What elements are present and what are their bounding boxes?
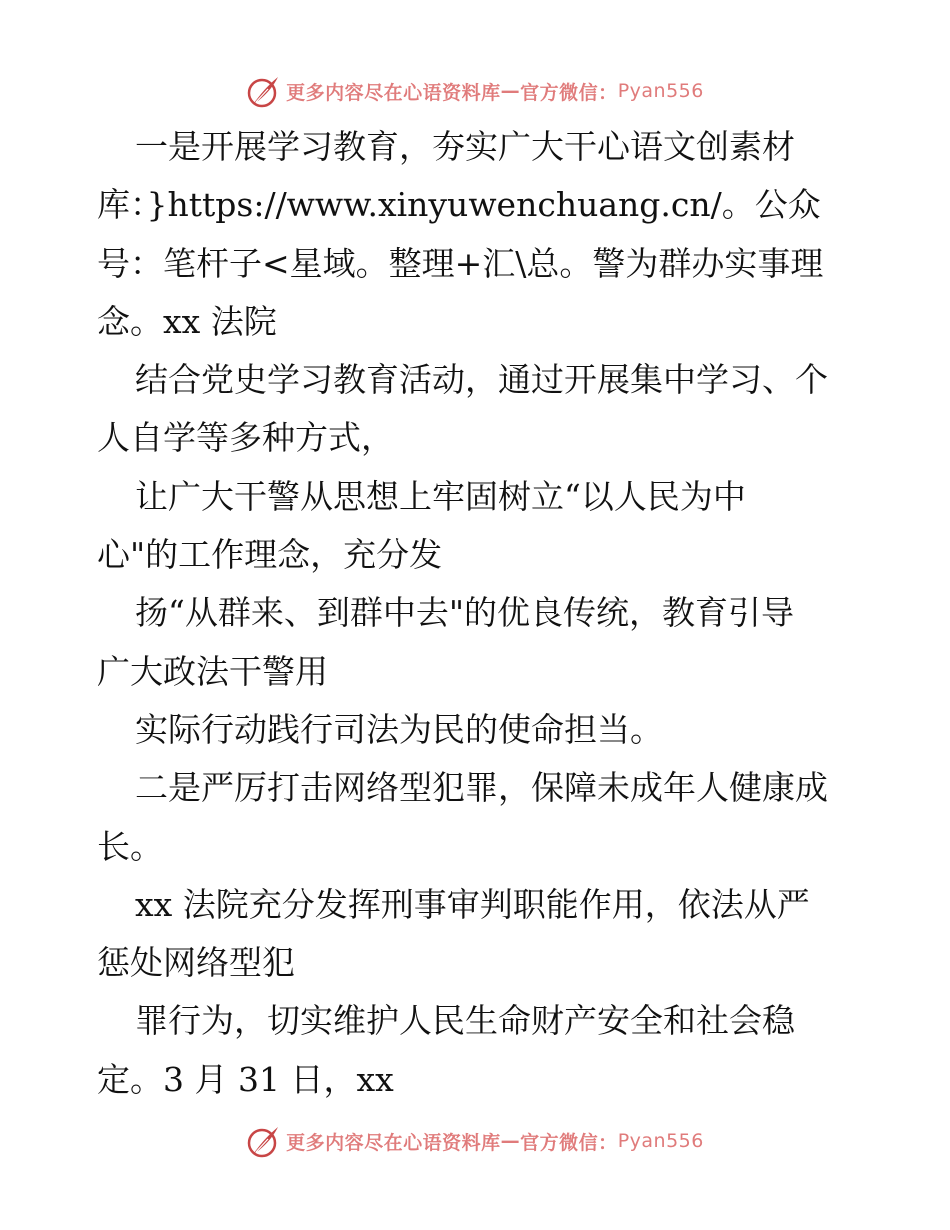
banner-dash: — [500, 80, 521, 102]
text-line: 人自学等多种方式， [97, 418, 394, 458]
banner-wechat-label: 官方微信： [520, 1131, 618, 1154]
banner-main-text: 更多内容尽在心语资料库 [286, 1131, 501, 1154]
banner-dash: — [500, 1130, 521, 1152]
text-line: 定。3 月 31 日，xx [97, 1059, 394, 1099]
text-line: 结合党史学习教育活动，通过开展集中学习、个 [135, 360, 828, 400]
text-line: 一是开展学习教育，夯实广大干心语文创素材 [135, 127, 795, 166]
feather-quill-logo-icon [246, 1123, 282, 1159]
text-line: 罪行为，切实维护人民生命财产安全和社会稳 [135, 1001, 795, 1041]
footer-banner [0, 1121, 950, 1161]
text-line: 广大政法干警用 [97, 651, 328, 691]
text-line: 念。xx 法院 [97, 301, 277, 341]
text-line: 长。 [97, 826, 163, 866]
text-line: 惩处网络型犯 [97, 943, 295, 983]
text-line: xx 法院充分发挥刑事审判职能作用，依法从严 [135, 884, 810, 924]
feather-quill-logo-icon [246, 73, 282, 109]
header-banner [0, 71, 950, 111]
banner-wechat-id: Pyan556 [617, 80, 704, 102]
document-body [97, 118, 867, 1109]
banner-main-text: 更多内容尽在心语资料库 [286, 81, 501, 104]
text-line: 扬“从群来、到群中去"的优良传统，教育引导 [135, 593, 795, 633]
banner-wechat-label: 官方微信： [520, 81, 618, 104]
text-line: 实际行动践行司法为民的使命担当。 [135, 709, 663, 749]
banner-wechat-id: Pyan556 [617, 1130, 704, 1152]
text-line: 让广大干警从思想上牢固树立“以人民为中 [135, 476, 746, 516]
text-line: 心"的工作理念，充分发 [97, 535, 443, 575]
text-line: 二是严厉打击网络型犯罪，保障未成年人健康成 [135, 768, 828, 808]
text-line: 库：}https://www.xinyuwenchuang.cn/。公众 [97, 185, 821, 225]
text-line: 号：笔杆子<星域。整理+汇\总。警为群办实事理 [97, 243, 824, 283]
